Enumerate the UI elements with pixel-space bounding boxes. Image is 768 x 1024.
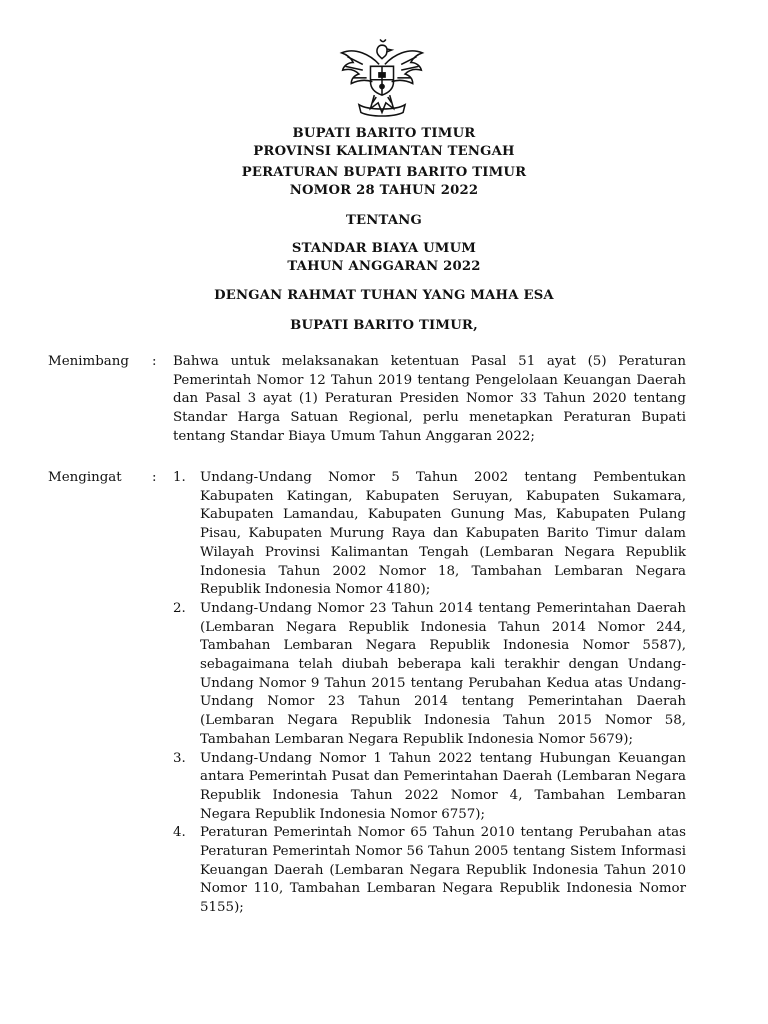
garuda-emblem-icon	[334, 26, 430, 122]
list-item	[173, 750, 686, 825]
menimbang-label: Menimbang	[48, 354, 129, 369]
list-item	[173, 600, 686, 750]
list-item-text: Undang-Undang Nomor 1 Tahun 2022 tentang Hubungan Keuangan antara Pemerintah Pusat dan Pemerintahan Daerah (Lembaran Negara Republik Indonesia Tahun 2022 Nomor 4, Tambahan Lembaran Negara Republik Indonesia Nomor 6757);	[200, 750, 686, 822]
list-item	[173, 824, 686, 918]
list-item-number: 2.	[173, 600, 186, 616]
mengingat-list	[173, 469, 686, 918]
issuer-line: BUPATI BARITO TIMUR,	[290, 318, 478, 333]
menimbang-text: Bahwa untuk melaksanakan ketentuan Pasal 51 ayat (5) Peraturan Pemerintah Nomor 12 Tahun 2019 tentang Pengelolaan Keuangan Daerah dan Pasal 3 ayat (1) Peraturan Presiden Nomor 33 Tahun 2020 tentang Standar Harga Satuan Regional, perlu menetapkan Peraturan Bupati tentang Standar Biaya Umum Tahun Anggaran 2022;	[173, 354, 686, 444]
subject-line-1: STANDAR BIAYA UMUM	[291, 241, 477, 256]
invocation: DENGAN RAHMAT TUHAN YANG MAHA ESA	[214, 288, 554, 303]
list-item-number: 1.	[173, 470, 186, 485]
list-item-number: 3.	[173, 750, 186, 766]
header-province: PROVINSI KALIMANTAN TENGAH	[253, 144, 515, 159]
list-item	[173, 469, 686, 600]
list-item-text: Undang-Undang Nomor 5 Tahun 2002 tentang Pembentukan Kabupaten Katingan, Kabupaten Seruyan, Kabupaten Sukamara, Kabupaten Lamandau, Kabupaten Gunung Mas, Kabupaten Pulang Pisau, Kabupaten Murung Raya dan Kabupaten Barito Timur dalam Wilayah Provinsi Kalimantan Tengah (Lembaran Negara Republik Indonesia Tahun 2002 Nomor 18, Tambahan Lembaran Negara Republik Indonesia Nomor 4180);	[200, 470, 686, 598]
regulation-title: PERATURAN BUPATI BARITO TIMUR	[241, 165, 527, 180]
about-heading: TENTANG	[346, 213, 422, 228]
regulation-number: NOMOR 28 TAHUN 2022	[289, 183, 479, 198]
mengingat-colon: :	[152, 470, 157, 485]
subject-line-2: TAHUN ANGGARAN 2022	[287, 259, 481, 274]
mengingat-label: Mengingat	[48, 470, 122, 485]
header-title: BUPATI BARITO TIMUR	[292, 126, 476, 141]
menimbang-colon: :	[152, 354, 157, 369]
list-item-number: 4.	[173, 825, 186, 841]
list-item-text: Undang-Undang Nomor 23 Tahun 2014 tentang Pemerintahan Daerah (Lembaran Negara Republik Indonesia Tahun 2014 Nomor 244, Tambahan Lembaran Negara Republik Indonesia Nomor 5587), sebagaimana telah diubah beberapa kali terakhir dengan Undang-Undang Nomor 9 Tahun 2015 tentang Perubahan Kedua atas Undang-Undang Nomor 23 Tahun 2014 tentang Pemerintahan Daerah (Lembaran Negara Republik Indonesia Tahun 2015 Nomor 58, Tambahan Lembaran Negara Republik Indonesia Nomor 5679);	[200, 600, 686, 747]
list-item-text: Peraturan Pemerintah Nomor 65 Tahun 2010 tentang Perubahan atas Peraturan Pemerintah Nomor 56 Tahun 2005 tentang Sistem Informasi Keuangan Daerah (Lembaran Negara Republik Indonesia Tahun 2010 Nomor 110, Tambahan Lembaran Negara Republik Indonesia Nomor 5155);	[200, 825, 686, 916]
